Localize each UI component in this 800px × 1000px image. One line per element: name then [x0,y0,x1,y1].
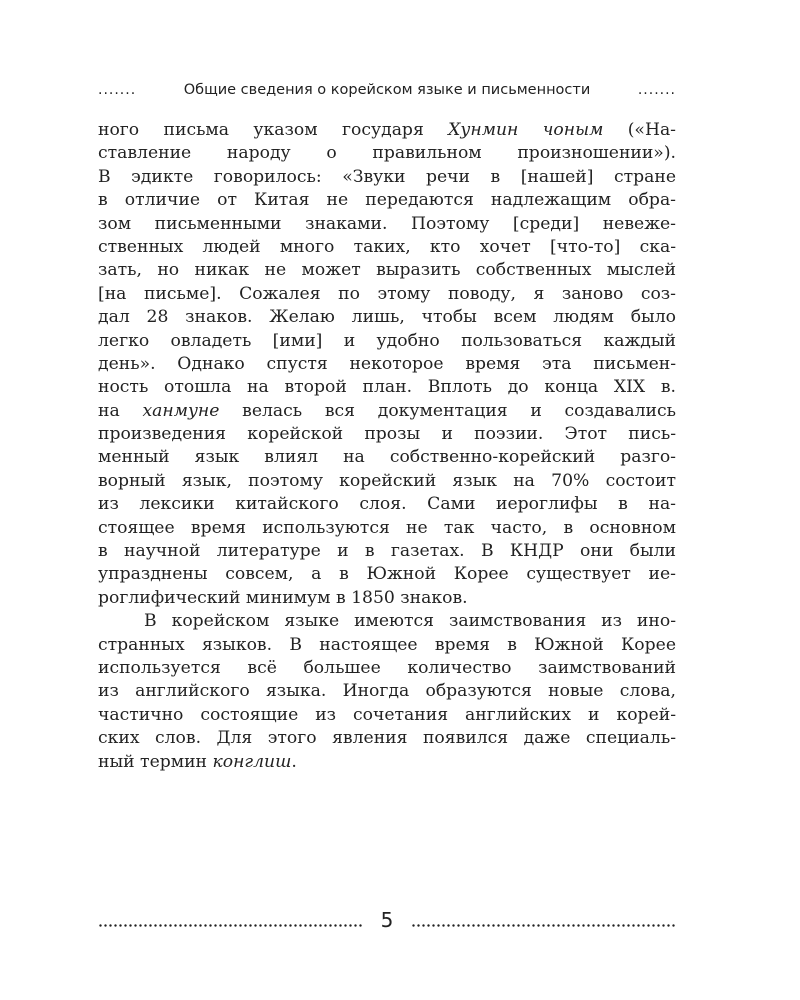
text-line [98,353,676,376]
text-line [98,213,676,236]
text-run: дал 28 знаков. Желаю лишь, чтобы всем людям было [98,307,676,328]
text-line [98,540,676,563]
text-run: ворный язык, поэтому корейский язык на 70% состоит [98,470,676,491]
text-line [98,236,676,259]
paragraph [98,610,676,774]
text-run: странных языков. В настоящее время в Южной Корее [98,634,676,655]
text-run: зом письменными знаками. Поэтому [среди] невеже- [98,213,676,234]
text-run: ного письма указом государя [98,120,449,140]
text-run: ный термин [98,751,213,772]
text-run: («На- [603,120,676,140]
text-line [98,142,676,165]
text-line [98,657,676,680]
text-line [98,727,676,750]
text-line [98,563,676,586]
italic-term: конглиш [212,751,292,772]
header-left-dots: ....... [98,82,137,98]
text-line [98,751,676,774]
text-line [98,470,676,493]
text-run: из английского языка. Иногда образуются новые слова, [98,681,676,702]
text-line [98,423,676,446]
text-run: в научной литературе и в газетах. В КНДР они были [98,541,676,562]
text-run: зать, но никак не может выразить собственных мыслей [98,260,676,281]
page-number: 5 [380,908,394,932]
text-run: ских слов. Для этого явления появился даже специаль- [98,728,676,749]
page-footer [98,906,676,934]
text-run: в отличие от Китая не передаются надлежащим обра- [98,190,676,211]
text-line [98,259,676,282]
text-run: на [98,400,143,421]
text-run: роглифический минимум в 1850 знаков. [98,587,468,608]
running-header-title: Общие сведения о корейском языке и письменности [183,82,591,98]
footer-right-dotted-rule [411,924,676,927]
text-run: велась вся документация и создавались [219,400,676,421]
header-right-dots: ....... [637,82,676,98]
text-run: стоящее время используются не так часто, в основном [98,517,676,538]
text-run: В корейском языке имеются заимствования из ино- [144,611,676,632]
text-run: из лексики китайского слоя. Сами иероглифы в на- [98,494,676,515]
text-run: ственных людей много таких, кто хочет [что-то] ска- [98,236,676,257]
paragraph [98,119,676,610]
italic-term: ханмуне [142,400,220,421]
text-run: используется всё большее количество заимствований [98,657,676,678]
text-line [98,610,676,633]
text-line [98,330,676,353]
text-line [98,376,676,399]
text-run: ставление народу о правильном произношении»). [98,143,676,164]
text-line [98,634,676,657]
text-run: легко овладеть [ими] и удобно пользоваться каждый [98,330,676,351]
text-run: частично состоящие из сочетания английских и корей- [98,704,676,725]
text-line [98,493,676,516]
text-line [98,517,676,540]
text-line [98,680,676,703]
text-line [98,283,676,306]
text-run: менный язык влиял на собственно-корейский разго- [98,447,676,468]
text-line [98,306,676,329]
text-line [98,446,676,469]
text-run: произведения корейской прозы и поэзии. Этот пись- [98,424,676,445]
running-header [98,78,676,102]
text-run: В эдикте говорилось: «Звуки речи в [нашей] стране [98,166,676,187]
text-run: ность отошла на второй план. Вплоть до конца XIX в. [98,377,676,398]
text-line [98,166,676,189]
text-line [98,587,676,610]
text-run: . [291,751,297,772]
text-line [98,119,676,142]
italic-term: Хунмин чоным [448,120,604,140]
text-line [98,189,676,212]
text-run: день». Однако спустя некоторое время эта письмен- [98,353,676,374]
text-run: упразднены совсем, а в Южной Корее существует ие- [98,564,676,585]
text-run: [на письме]. Сожалея по этому поводу, я заново соз- [98,283,676,304]
footer-left-dotted-rule [98,924,363,927]
body-text [98,119,676,774]
text-line [98,400,676,423]
text-line [98,704,676,727]
